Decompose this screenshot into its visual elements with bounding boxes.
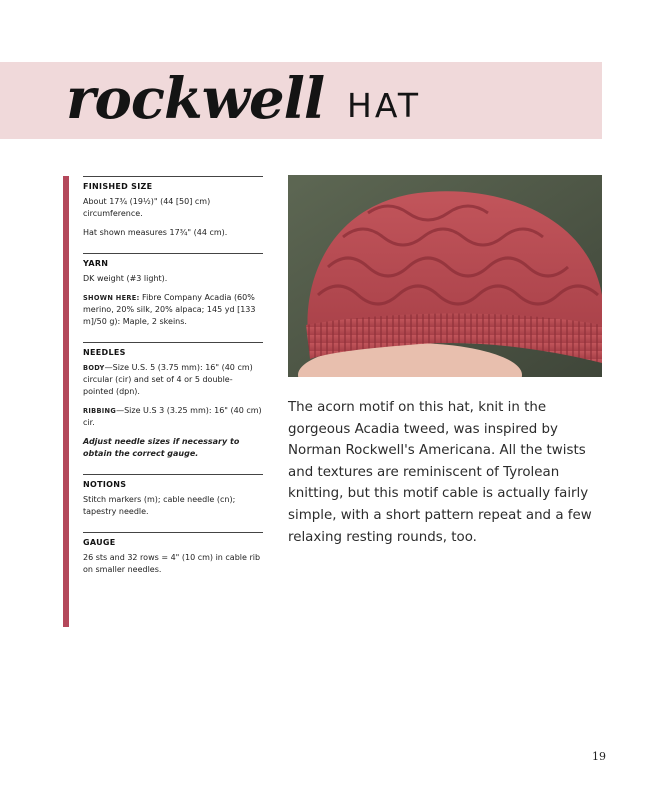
gauge-section (83, 532, 263, 576)
yarn-heading: YARN (83, 259, 109, 268)
hat-photo (288, 175, 602, 377)
notions-heading: NOTIONS (83, 480, 127, 489)
notions-text: Stitch markers (m); cable needle (cn); tapestry needle. (83, 495, 236, 516)
yarn-section (83, 253, 263, 328)
pattern-title-script: rockwell (66, 66, 325, 132)
needles-gauge-note: Adjust needle sizes if necessary to obtain the correct gauge. (83, 437, 240, 458)
notions-section (83, 474, 263, 518)
sidebar-accent-bar (63, 176, 69, 627)
yarn-shown-label: SHOWN HERE: (83, 294, 140, 302)
needles-ribbing-detail: —Size U.S 3 (3.25 mm): 16" (40 cm) cir. (83, 406, 262, 427)
needles-heading: NEEDLES (83, 348, 126, 357)
finished-size-section (83, 176, 263, 239)
needles-ribbing-label: RIBBING (83, 407, 117, 415)
gauge-text: 26 sts and 32 rows = 4" (10 cm) in cable rib on smaller needles. (83, 553, 261, 574)
yarn-weight-text: DK weight (#3 light). (83, 274, 168, 283)
gauge-heading: GAUGE (83, 538, 116, 547)
yarn-shown-text (83, 292, 263, 328)
needles-body-detail: —Size U.S. 5 (3.75 mm): 16" (40 cm) circular (cir) and set of 4 or 5 double-pointed (dpn). (83, 363, 253, 396)
pattern-description: The acorn motif on this hat, knit in the gorgeous Acadia tweed, was inspired by Norman Rockwell's Americana. All the twists and textures are reminiscent of Tyrolean knitting, but this motif cable is actually fairly simple, with a short pattern repeat and a few relaxing resting rounds, too. (288, 400, 592, 545)
yarn-shown-detail: Fibre Company Acadia (60% merino, 20% silk, 20% alpaca; 145 yd [133 m]/50 g): Maple, 2 skeins. (83, 293, 256, 326)
needles-body-label: BODY (83, 364, 105, 372)
page-number: 19 (592, 750, 606, 763)
finished-size-text: About 17¾ (19½)" (44 [50] cm) circumference. (83, 197, 211, 218)
needles-body-text (83, 362, 263, 398)
needles-section (83, 342, 263, 460)
pattern-title-caps: HAT (347, 86, 421, 125)
finished-size-shown: Hat shown measures 17¾" (44 cm). (83, 228, 228, 237)
pattern-specs-sidebar (83, 176, 263, 583)
needles-ribbing-text (83, 405, 263, 429)
finished-size-heading: FINISHED SIZE (83, 182, 153, 191)
